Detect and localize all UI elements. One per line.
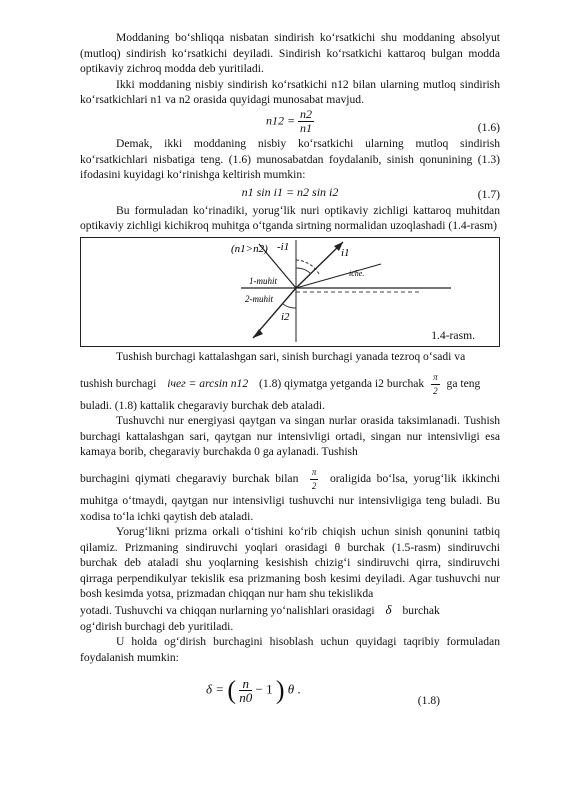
label-i2: i2 (281, 310, 290, 323)
eq3-right-paren: ) (275, 676, 285, 706)
pi-over-two (431, 371, 440, 398)
eq3-numerator: n (239, 677, 252, 691)
eq1-fraction (298, 108, 314, 135)
eq2-formula: n1 sin i1 = n2 sin i2 (241, 184, 339, 199)
equation-1-8 (80, 669, 500, 721)
paragraph-incidence-b (80, 371, 500, 398)
text-deviation-b: burchak (402, 604, 440, 618)
document-page (80, 30, 500, 721)
delta-symbol: δ (385, 602, 392, 618)
text-incidence-start: tushish burchagi (80, 376, 157, 390)
paragraph-formula-meaning: Bu formuladan ko‘rinadiki, yorug‘lik nuri optikaviy zichligi kattaroq muhitdan optikaviy zichligi kichikroq muhitga o‘tganda sirtning normalidan uzoqlashadi (1.4-rasm) (80, 203, 500, 233)
label-ichek: iche. (349, 268, 365, 278)
formula-critical-angle: iчег = arcsin n12 (167, 376, 249, 390)
paragraph-total-reflection (80, 466, 500, 524)
text-incidence-end: ga teng (446, 376, 481, 390)
paragraph-energy: Tushuvchi nur energiyasi qaytgan va singan nurlar orasida taksimlanadi. Tushish burchagi kattalashgan sari, qaytgan nur intensivligi ortadi, singan nur intensivligi esa kamaya borib, chegaraviy burchakda 0 ga aylanadi. Tushish (80, 414, 500, 459)
equation-number: (1.6) (477, 120, 500, 134)
figure-1-4 (80, 237, 500, 347)
paragraph-relative-index: Ikki moddaning nisbiy sindirish ko‘rsatkichi n12 bilan ularning mutloq sindirish ko‘rsatkichlari n1 va n2 orasida quyidagi munosabat mavjud. (80, 77, 500, 107)
arc-i1 (296, 268, 311, 274)
eq3-lhs: δ = (206, 681, 225, 697)
text-incidence-mid: (1.8) qiymatga yetganda i2 burchak (259, 376, 425, 390)
two-symbol: 2 (433, 385, 438, 396)
eq3-dot: . (297, 681, 301, 697)
label-medium1: 1-muhit (249, 275, 277, 286)
eq1-lhs: n12 = (265, 113, 296, 128)
eq3-left-paren: ( (227, 676, 236, 706)
condition-label: (n1>n2) (231, 242, 268, 255)
paragraph-prism: Yorug‘likni prizma orkali o‘tishini ko‘rib chiqish uchun sinish qonunini tatbiq qilamiz. Prizmaning sindiruvchi yoqlari orasidagi θ burchak (1.5-rasm) sindiruvchi burchak deb ataladi shu yoqlarning kesishish chizig‘i sindiruvchi qirra, sindiruvchi qirraga perpendikulyar tekislik esa prizmaning bosh kesimi deyiladi. Agar tushuvchi nur bosh kesimda yotsa, prizmadan chiqqan nur ham shu tekislikda (80, 525, 500, 601)
two-symbol: 2 (311, 480, 317, 491)
pi-symbol: π (310, 466, 319, 480)
label-medium2: 2-muhit (245, 293, 273, 304)
paragraph-formula-intro: U holda og‘dirish burchagini hisoblash uchun quyidagi taqribiy formuladan foydalanish mumkin: (80, 635, 500, 664)
paragraph-deviation (80, 602, 500, 619)
eq1-numerator: n2 (300, 106, 313, 121)
paragraph-deviation-c: og‘dirish burchagi deb yuritiladi. (80, 619, 234, 633)
label-i1: i1 (341, 246, 350, 259)
equation-number: (1.8) (417, 694, 440, 708)
equation-1-7 (80, 183, 500, 203)
equation-number: (1.7) (477, 187, 500, 201)
pi-symbol: π (431, 371, 440, 385)
arc-ichek (296, 260, 319, 274)
paragraph-incidence-c: buladi. (1.8) kattalik chegaraviy burchak deb ataladi. (80, 398, 325, 412)
paragraph-absolute-index: Moddaning bo‘shliqqa nisbatan sindirish ko‘rsatkichi shu moddaning absolyut (mutloq) sindirish ko‘rsatkichi deyiladi. Sindirish ko‘rsatkichi kattaroq bulgan modda optikaviy zichroq modda deb yuritiladi. (80, 31, 500, 76)
text-total-reflection-a: burchagini qiymati chegaraviy burchak bilan (80, 472, 299, 486)
figure-caption: 1.4-rasm. (431, 329, 475, 343)
incident-arrow (253, 329, 263, 338)
paragraph-incidence-a: Tushish burchagi kattalashgan sari, sinish burchagi yanada tezroq o‘sadi va (116, 349, 466, 363)
eq3-minus-one: − 1 (255, 681, 273, 697)
text-total-reflection-b: oraligida bo‘lsa, yorug‘lik ikkinchi muhitga o‘tmaydi, qaytgan nur intensivligi tushuvchi nur intensivligiga teng buladi. Bu xodisa to‘la ichki qaytish deb ataladi. (80, 472, 501, 523)
eq1-denominator: n1 (300, 120, 313, 135)
eq3-theta: θ (287, 681, 295, 697)
eq3-denominator: n0 (239, 690, 253, 706)
label-i1-prime: -i1 (277, 240, 290, 253)
arc-i2 (283, 304, 296, 308)
equation-1-6 (80, 108, 500, 136)
text-deviation-a: yotadi. Tushuvchi va chiqqan nurlarning yo‘nalishlari orasidagi (80, 604, 375, 618)
eq3-fraction (239, 677, 252, 704)
pi-over-two-2 (310, 466, 319, 493)
paragraph-demak: Demak, ikki moddaning nisbiy ko‘rsatkichi ularning mutloq sindirish ko‘rsatkichlari nisbatiga teng. (1.6) munosabatdan foydalanib, sinish qonunining (1.3) ifodasini kuyidagi ko‘rinishga keltirish mumkin: (80, 136, 500, 182)
eq3-formula (206, 677, 301, 704)
